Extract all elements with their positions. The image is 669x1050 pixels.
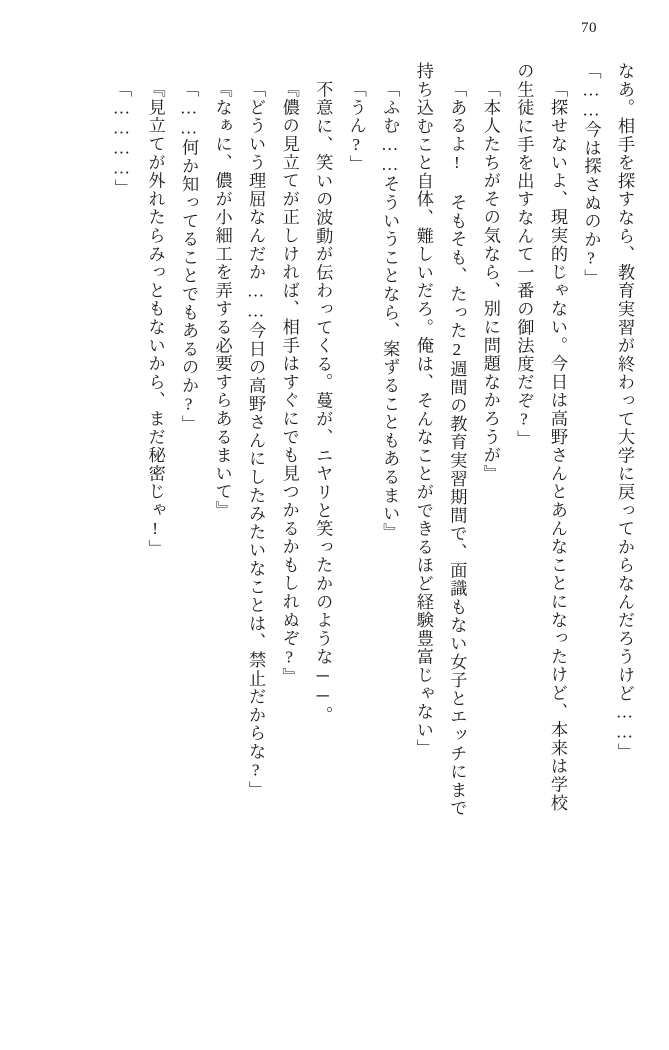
text-line: 「…………」 [112, 80, 132, 197]
body-text [28, 62, 641, 1016]
text-line: 「……今は探さぬのか?」 [581, 62, 601, 287]
text-line: 『儂の見立てが正しければ、相手はすぐにでも見つかるかもしれぬぞ?』 [279, 80, 299, 686]
text-line: の生徒に手を出すなんて一番の御法度だぞ?」 [514, 62, 534, 449]
text-line: 「どういう理屈なんだか……今日の高野さんにしたみたいなことは、禁止だからな?」 [246, 80, 266, 800]
text-line: 「ふむ……そういうことなら、案ずることもあるまい』 [380, 80, 400, 542]
text-line: 「本人たちがその気なら、別に問題なかろうが』 [480, 80, 500, 483]
text-line: 「……何か知ってることでもあるのか?」 [179, 80, 199, 434]
text-line: 「探せないよ、現実的じゃない。今日は高野さんとあんなことになったけど、本来は学校 [547, 80, 567, 812]
text-line: 「うん?」 [346, 80, 366, 174]
text-line: 『見立てが外れたらみっともないから、まだ秘密じゃ!」 [145, 80, 165, 558]
page-number: 70 [581, 20, 597, 36]
text-line: 『なぁに、儂が小細工を弄する必要すらあるまいて』 [212, 80, 232, 520]
text-line: 持ち込むこと自体、難しいだろ。俺は、そんなことができるほど経験豊富じゃない」 [413, 62, 433, 758]
text-line: 「あるよ! そもそも、たった2週間の教育実習期間で、面識もない女子とエッチにまで [447, 80, 467, 818]
text-line: なあ。相手を探すなら、教育実習が終わって大学に戻ってからなんだろうけど……」 [615, 62, 634, 761]
text-line: 不意に、笑いの波動が伝わってくる。蔓が、ニヤリと笑ったかのような──。 [313, 62, 333, 725]
